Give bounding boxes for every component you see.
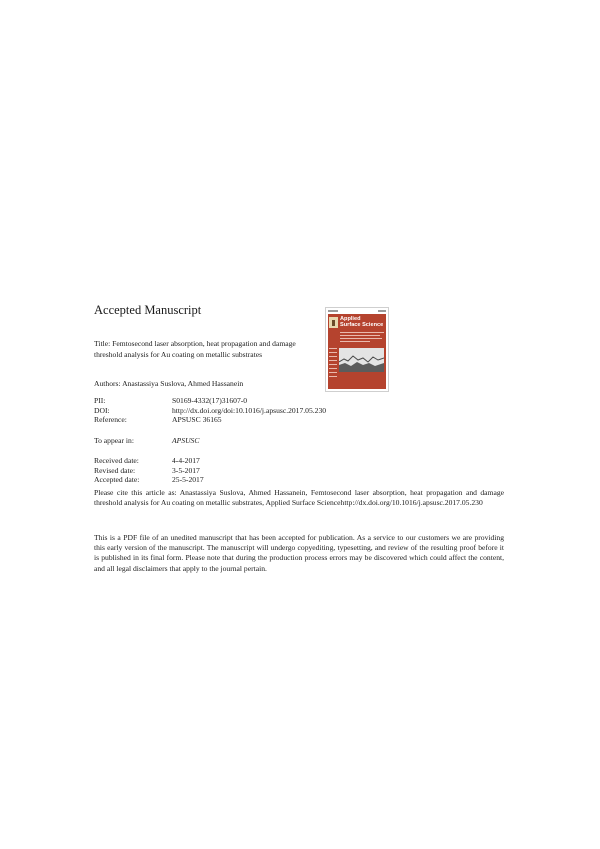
journal-cover-thumbnail <box>325 307 389 392</box>
cover-side-lines <box>329 348 337 380</box>
identifiers-table <box>94 396 326 425</box>
authors-text: Anastassiya Suslova, Ahmed Hassanein <box>122 379 244 388</box>
date-row <box>94 466 204 476</box>
appear-in-label: To appear in: <box>94 436 134 445</box>
identifier-label: Reference: <box>94 415 127 425</box>
date-label: Revised date: <box>94 465 136 475</box>
identifier-label: PII: <box>94 396 106 405</box>
authors-label: Authors: <box>94 379 121 388</box>
title-text: Femtosecond laser absorption, heat propagation and damage threshold analysis for Au coating on metallic substrates <box>94 339 296 360</box>
citation-paragraph: Please cite this article as: Anastassiya Suslova, Ahmed Hassanein, Femtosecond laser absorption, heat propagation and damage threshold analysis for Au coating on metallic substrates, Applied Surface Sciencehttp://dx.doi.org/10.1016/j.apsusc.2017.05.230 <box>94 488 504 508</box>
cover-figure-graphic <box>339 348 384 372</box>
cover-title-line2: Surface Science <box>340 321 384 328</box>
cover-image <box>339 348 384 372</box>
appear-in <box>94 436 199 446</box>
identifier-row <box>94 396 326 406</box>
notice-paragraph: This is a PDF file of an unedited manuscript that has been accepted for publication. As a service to our customers we are providing this early version of the manuscript. The manuscript will undergo copyediting, typesetting, and review of the resulting proof before it is published in its final form. Please note that during the production process errors may be discovered which could affect the content, and all legal disclaimers that apply to the journal pertain. <box>94 533 504 573</box>
date-value: 3-5-2017 <box>172 465 200 475</box>
date-value: 4-4-2017 <box>172 456 200 465</box>
appear-in-row <box>94 436 199 446</box>
dates-table <box>94 456 204 485</box>
identifier-label: DOI: <box>94 405 110 415</box>
date-label: Received date: <box>94 456 139 465</box>
publisher-logo-icon <box>329 317 338 328</box>
doi-link[interactable]: http://dx.doi.org/doi:10.1016/j.apsusc.2017.05.230 <box>172 405 327 415</box>
identifier-row <box>94 415 326 425</box>
date-row <box>94 475 204 485</box>
article-title <box>94 338 309 360</box>
cover-header <box>328 310 386 313</box>
date-row <box>94 456 204 466</box>
cover-title-line1: Applied <box>340 316 361 322</box>
authors-line <box>94 379 243 388</box>
identifier-value: S0169-4332(17)31607-0 <box>172 396 248 405</box>
cover-journal-title <box>340 317 383 328</box>
date-label: Accepted date: <box>94 475 140 485</box>
page-title: Accepted Manuscript <box>94 303 202 317</box>
identifier-row <box>94 406 326 416</box>
date-value: 25-5-2017 <box>172 475 204 485</box>
cover-text-lines <box>340 332 384 344</box>
identifier-value: APSUSC 36165 <box>172 415 222 425</box>
title-label: Title: <box>94 339 111 348</box>
journal-abbrev: APSUSC <box>172 436 200 445</box>
